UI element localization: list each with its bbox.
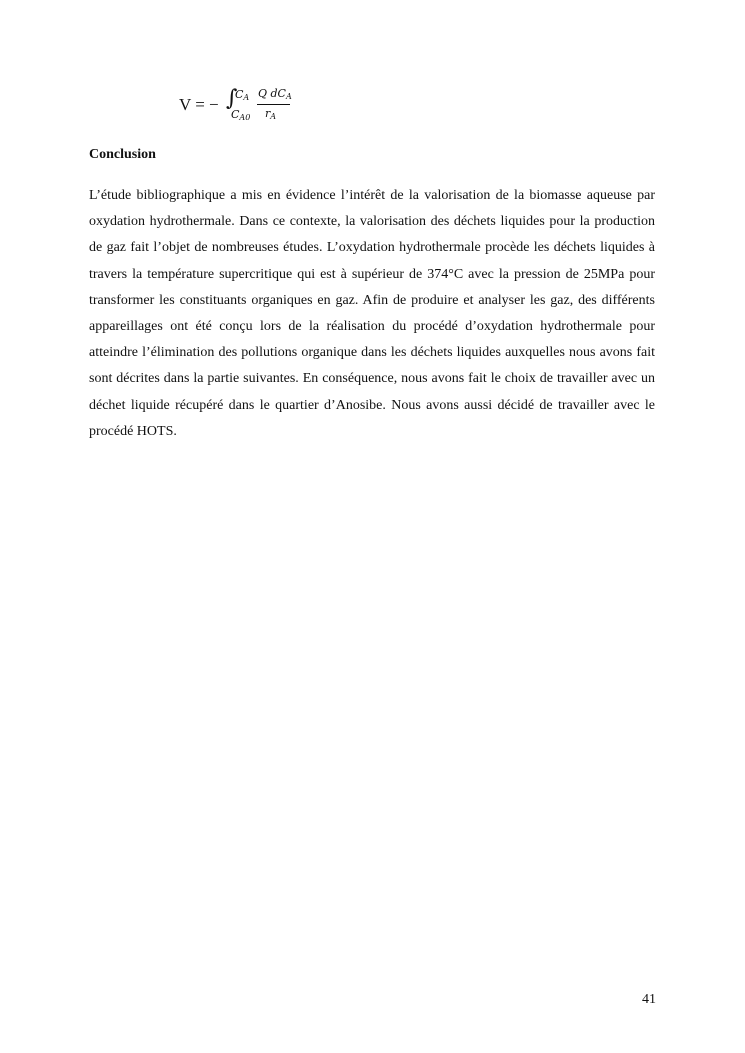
conclusion-paragraph: L’étude bibliographique a mis en évidence l’intérêt de la valorisation de la biomasse aqueuse par oxydation hydrothermale. Dans ce contexte, la valorisation des déchets liquides pour la production de gaz fait l’objet de nombreuses études. L’oxydation hydrothermale procède les déchets liquides à travers la température supercritique qui est à supérieur de 374°C avec la pression de 25MPa pour transformer les constituants organiques en gaz. Afin de produire et analyser les gaz, des différents appareillages ont été conçu lors de la réalisation du procédé d’oxydation hydrothermale pour atteindre l’élimination des pollutions organique dans les déchets liquides auxquelles nous avons fait sont décrites dans la partie suivantes. En conséquence, nous avons fait le choix de travailler avec un déchet liquide récupéré dans le quartier d’Anosibe. Nous avons aussi décidé de travailler avec le procédé HOTS.: [89, 188, 655, 439]
denominator-subscript: A: [270, 112, 277, 121]
upper-limit-symbol: C: [235, 88, 244, 101]
page-number: 41: [642, 992, 656, 1007]
lower-limit-symbol: C: [231, 108, 240, 121]
section-heading: Conclusion: [89, 147, 156, 162]
integral-sign: ∫: [226, 86, 238, 111]
numerator-subscript: A: [285, 92, 292, 101]
fraction-denominator: [265, 107, 276, 121]
numerator-symbol: Q dC: [258, 87, 286, 100]
volume-equation: [179, 86, 379, 130]
lower-limit: [231, 108, 250, 122]
upper-limit: [235, 88, 249, 102]
fraction-numerator: [258, 87, 292, 101]
denominator-symbol: r: [265, 107, 271, 120]
upper-limit-subscript: A: [243, 93, 250, 102]
lower-limit-subscript: A0: [239, 113, 251, 122]
fraction-bar: [257, 104, 290, 105]
equation-lhs: V = −: [179, 95, 219, 114]
